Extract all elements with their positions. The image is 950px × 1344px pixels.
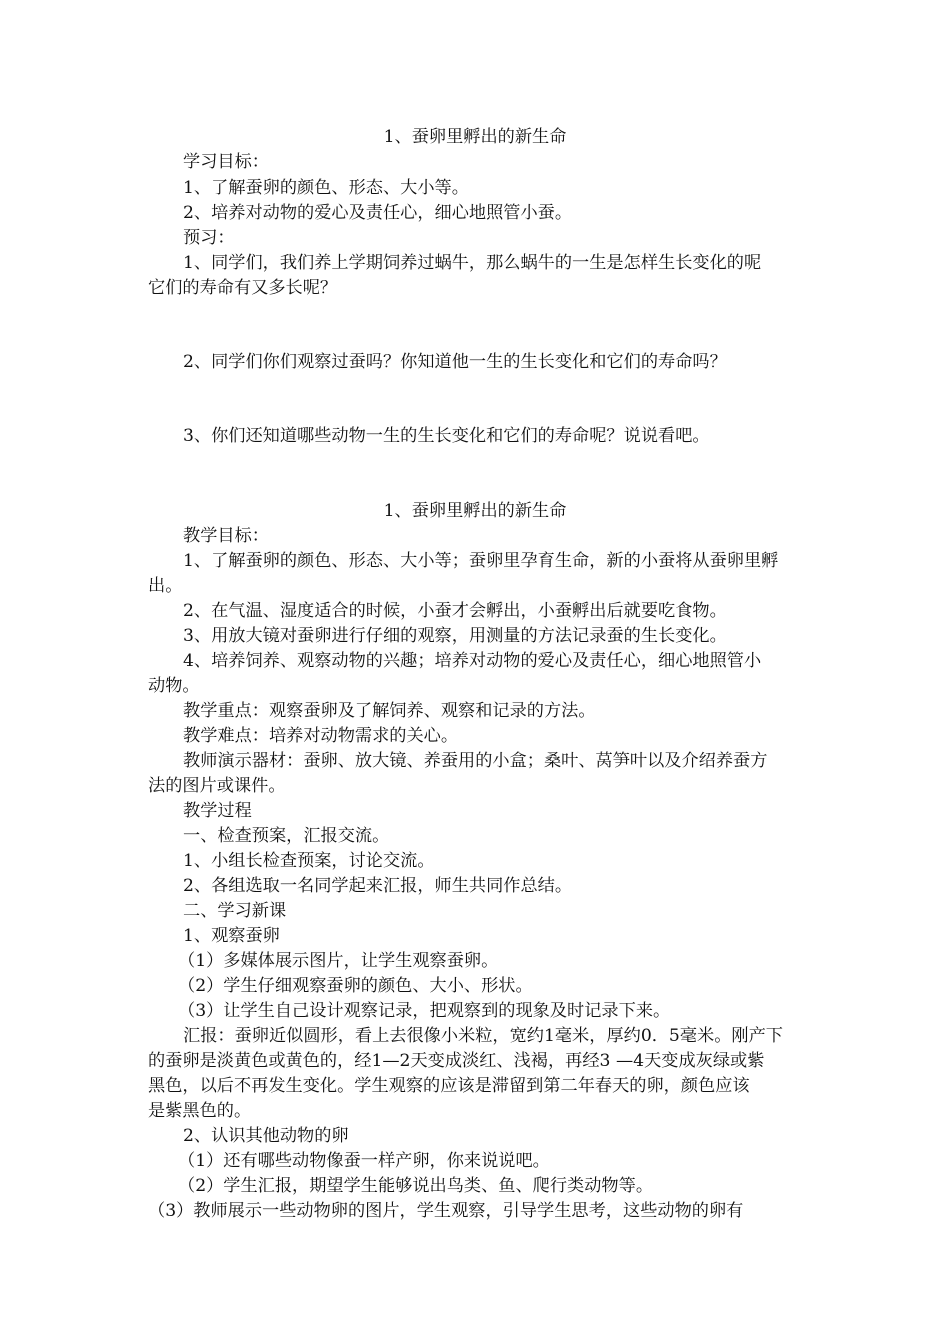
section-1-item-1: 1、小组长检查预案，讨论交流。 xyxy=(183,851,435,871)
other-step-2: （2）学生汇报，期望学生能够说出鸟类、鱼、爬行类动物等。 xyxy=(178,1176,654,1196)
preview-title: 1、蚕卵里孵出的新生命 xyxy=(383,127,567,147)
teaching-key-point: 教学重点：观察蚕卵及了解饲养、观察和记录的方法。 xyxy=(183,701,596,721)
objective-4-line-2: 动物。 xyxy=(148,676,200,696)
report-line-1: 汇报：蚕卵近似圆形，看上去很像小米粒，宽约1毫米，厚约0．5毫米。刚产下 xyxy=(183,1026,783,1046)
teaching-process-heading: 教学过程 xyxy=(183,801,252,821)
teaching-difficulty: 教学难点：培养对动物需求的关心。 xyxy=(183,726,459,746)
learning-goal-1: 1、了解蚕卵的颜色、形态、大小等。 xyxy=(183,178,469,198)
materials-line-1: 教师演示器材：蚕卵、放大镜、养蚕用的小盒；桑叶、莴笋叶以及介绍养蚕方 xyxy=(183,751,768,771)
other-eggs-heading: 2、认识其他动物的卵 xyxy=(183,1126,349,1146)
learning-goal-2: 2、培养对动物的爱心及责任心，细心地照管小蚕。 xyxy=(183,203,573,223)
learning-goals-heading: 学习目标： xyxy=(183,152,269,172)
section-1-item-2: 2、各组选取一名同学起来汇报，师生共同作总结。 xyxy=(183,876,573,896)
preview-heading: 预习： xyxy=(183,228,235,248)
observe-step-2: （2）学生仔细观察蚕卵的颜色、大小、形状。 xyxy=(178,976,533,996)
teaching-objectives-heading: 教学目标： xyxy=(183,526,269,546)
report-line-3: 黑色，以后不再发生变化。学生观察的应该是滞留到第二年春天的卵，颜色应该 xyxy=(148,1076,750,1096)
observe-eggs-heading: 1、观察蚕卵 xyxy=(183,926,280,946)
observe-step-3: （3）让学生自己设计观察记录，把观察到的现象及时记录下来。 xyxy=(178,1001,671,1021)
objective-2: 2、在气温、湿度适合的时候，小蚕才会孵出，小蚕孵出后就要吃食物。 xyxy=(183,601,727,621)
materials-line-2: 法的图片或课件。 xyxy=(148,776,286,796)
objective-1-line-1: 1、了解蚕卵的颜色、形态、大小等；蚕卵里孕育生命，新的小蚕将从蚕卵里孵 xyxy=(183,551,779,571)
observe-step-1: （1）多媒体展示图片，让学生观察蚕卵。 xyxy=(178,951,499,971)
preview-question-3: 3、你们还知道哪些动物一生的生长变化和它们的寿命呢？说说看吧。 xyxy=(183,426,710,446)
section-1-heading: 一、检查预案，汇报交流。 xyxy=(183,826,390,846)
objective-4-line-1: 4、培养饲养、观察动物的兴趣；培养对动物的爱心及责任心，细心地照管小 xyxy=(183,651,762,671)
lesson-title: 1、蚕卵里孵出的新生命 xyxy=(383,501,567,521)
report-line-4: 是紫黑色的。 xyxy=(148,1101,252,1121)
other-step-3: （3）教师展示一些动物卵的图片，学生观察，引导学生思考，这些动物的卵有 xyxy=(148,1201,744,1221)
section-2-heading: 二、学习新课 xyxy=(183,901,287,921)
preview-question-1-line-1: 1、同学们，我们养上学期饲养过蜗牛，那么蜗牛的一生是怎样生长变化的呢 xyxy=(183,253,762,273)
other-step-1: （1）还有哪些动物像蚕一样产卵，你来说说吧。 xyxy=(178,1151,550,1171)
preview-question-1-line-2: 它们的寿命有又多长呢？ xyxy=(148,278,338,298)
report-line-2: 的蚕卵是淡黄色或黄色的，经1—2天变成淡红、浅褐，再经3 —4天变成灰绿或紫 xyxy=(148,1051,765,1071)
objective-1-line-2: 出。 xyxy=(148,576,183,596)
objective-3: 3、用放大镜对蚕卵进行仔细的观察，用测量的方法记录蚕的生长变化。 xyxy=(183,626,727,646)
preview-question-2: 2、同学们你们观察过蚕吗？你知道他一生的生长变化和它们的寿命吗？ xyxy=(183,352,727,372)
